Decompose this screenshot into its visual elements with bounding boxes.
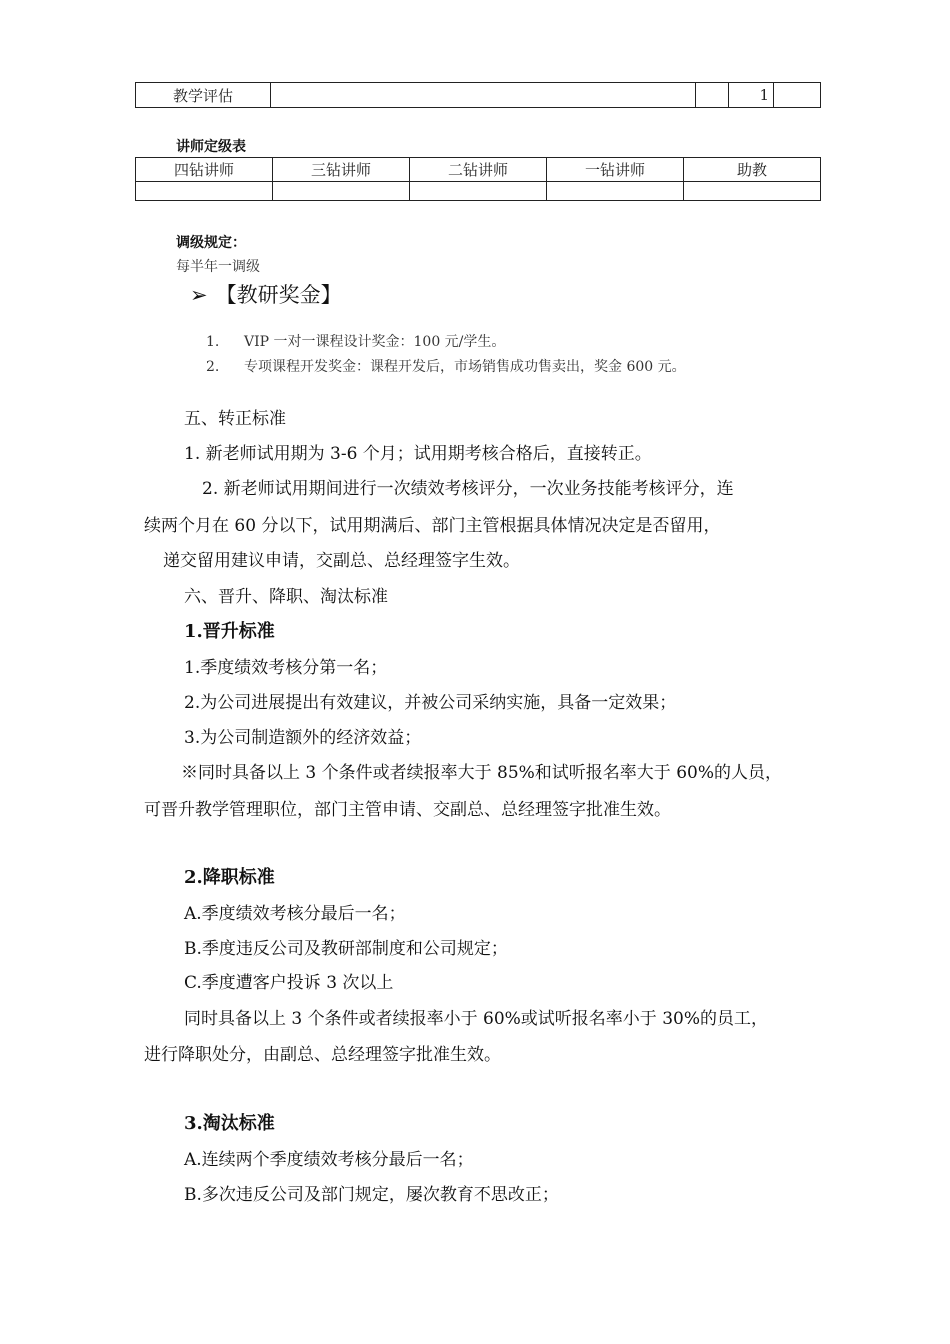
grade-header-cell [547,158,684,182]
bonus-item-text: 专项课程开发奖金：课程开发后，市场销售成功售卖出，奖金 600 元。 [244,359,686,375]
evaluation-table [135,82,821,108]
grade-header-cell [136,158,273,182]
grade-table [135,157,821,201]
bonus-title: 【教研奖金】 [215,283,342,307]
section5-item-1: 1. 新老师试用期为 3-6 个月；试用期考核合格后，直接转正。 [184,444,652,464]
promote-title: 1.晋升标准 [184,621,275,642]
eliminate-item: A.连续两个季度绩效考核分最后一名； [184,1150,474,1170]
adjust-text: 每半年一调级 [176,259,260,275]
grade-empty-cell [684,182,821,201]
promote-note-line2: 可晋升教学管理职位，部门主管申请、交副总、总经理签字批准生效。 [144,800,671,820]
demote-note-line1: 同时具备以上 3 个条件或者续报率小于 60%或试听报名率小于 30%的员工， [184,1009,769,1029]
grade-empty-cell [547,182,684,201]
grade-header: 助教 [736,161,767,179]
bonus-item [206,356,686,376]
grade-empty-cell [136,182,273,201]
demote-item: C.季度遭客户投诉 3 次以上 [184,973,394,993]
demote-note-line2: 进行降职处分，由副总、总经理签字批准生效。 [144,1045,501,1065]
section6-title: 六、晋升、降职、淘汰标准 [184,587,388,607]
grade-header: 三钻讲师 [310,161,371,179]
evaluation-value-cell [729,83,774,108]
grade-header-cell [273,158,410,182]
evaluation-content-cell [271,83,696,108]
bonus-item-number: 1. [206,334,220,350]
section5-item-2-line3: 递交留用建议申请，交副总、总经理签字生效。 [163,551,520,571]
evaluation-label-cell [136,83,271,108]
grade-empty-cell [410,182,547,201]
evaluation-end-cell [774,83,821,108]
evaluation-value: 1 [759,86,769,104]
promote-note-line1: ※同时具备以上 3 个条件或者续报率大于 85%和试听报名率大于 60%的人员， [181,763,783,783]
adjust-title: 调级规定： [176,235,246,251]
bonus-item-number: 2. [206,359,220,375]
section5-item-2-line2: 续两个月在 60 分以下，试用期满后、部门主管根据具体情况决定是否留用， [144,516,721,536]
bonus-heading [190,279,342,309]
grade-header: 二钻讲师 [447,161,508,179]
grade-empty-cell [273,182,410,201]
evaluation-blank-cell [696,83,729,108]
demote-title: 2.降职标准 [184,867,275,888]
promote-item: 1.季度绩效考核分第一名； [184,658,388,678]
evaluation-label: 教学评估 [172,86,233,105]
grade-header: 四钻讲师 [173,161,234,179]
grade-header: 一钻讲师 [584,161,645,179]
bonus-item-text: VIP 一对一课程设计奖金：100 元/学生。 [244,334,506,350]
arrow-bullet-icon: ➢ [190,283,208,307]
demote-item: A.季度绩效考核分最后一名； [184,904,406,924]
grade-header-cell [684,158,821,182]
bonus-item [206,331,505,351]
grade-header-cell [410,158,547,182]
eliminate-item: B.多次违反公司及部门规定，屡次教育不思改正； [184,1185,559,1205]
section5-item-2-line1: 2. 新老师试用期间进行一次绩效考核评分，一次业务技能考核评分，连 [202,479,734,499]
eliminate-title: 3.淘汰标准 [184,1113,275,1134]
grade-table-title: 讲师定级表 [176,139,246,155]
promote-item: 2.为公司进展提出有效建议，并被公司采纳实施，具备一定效果； [184,693,677,713]
demote-item: B.季度违反公司及教研部制度和公司规定； [184,939,508,959]
promote-item: 3.为公司制造额外的经济效益； [184,728,422,748]
section5-title: 五、转正标准 [184,409,286,429]
